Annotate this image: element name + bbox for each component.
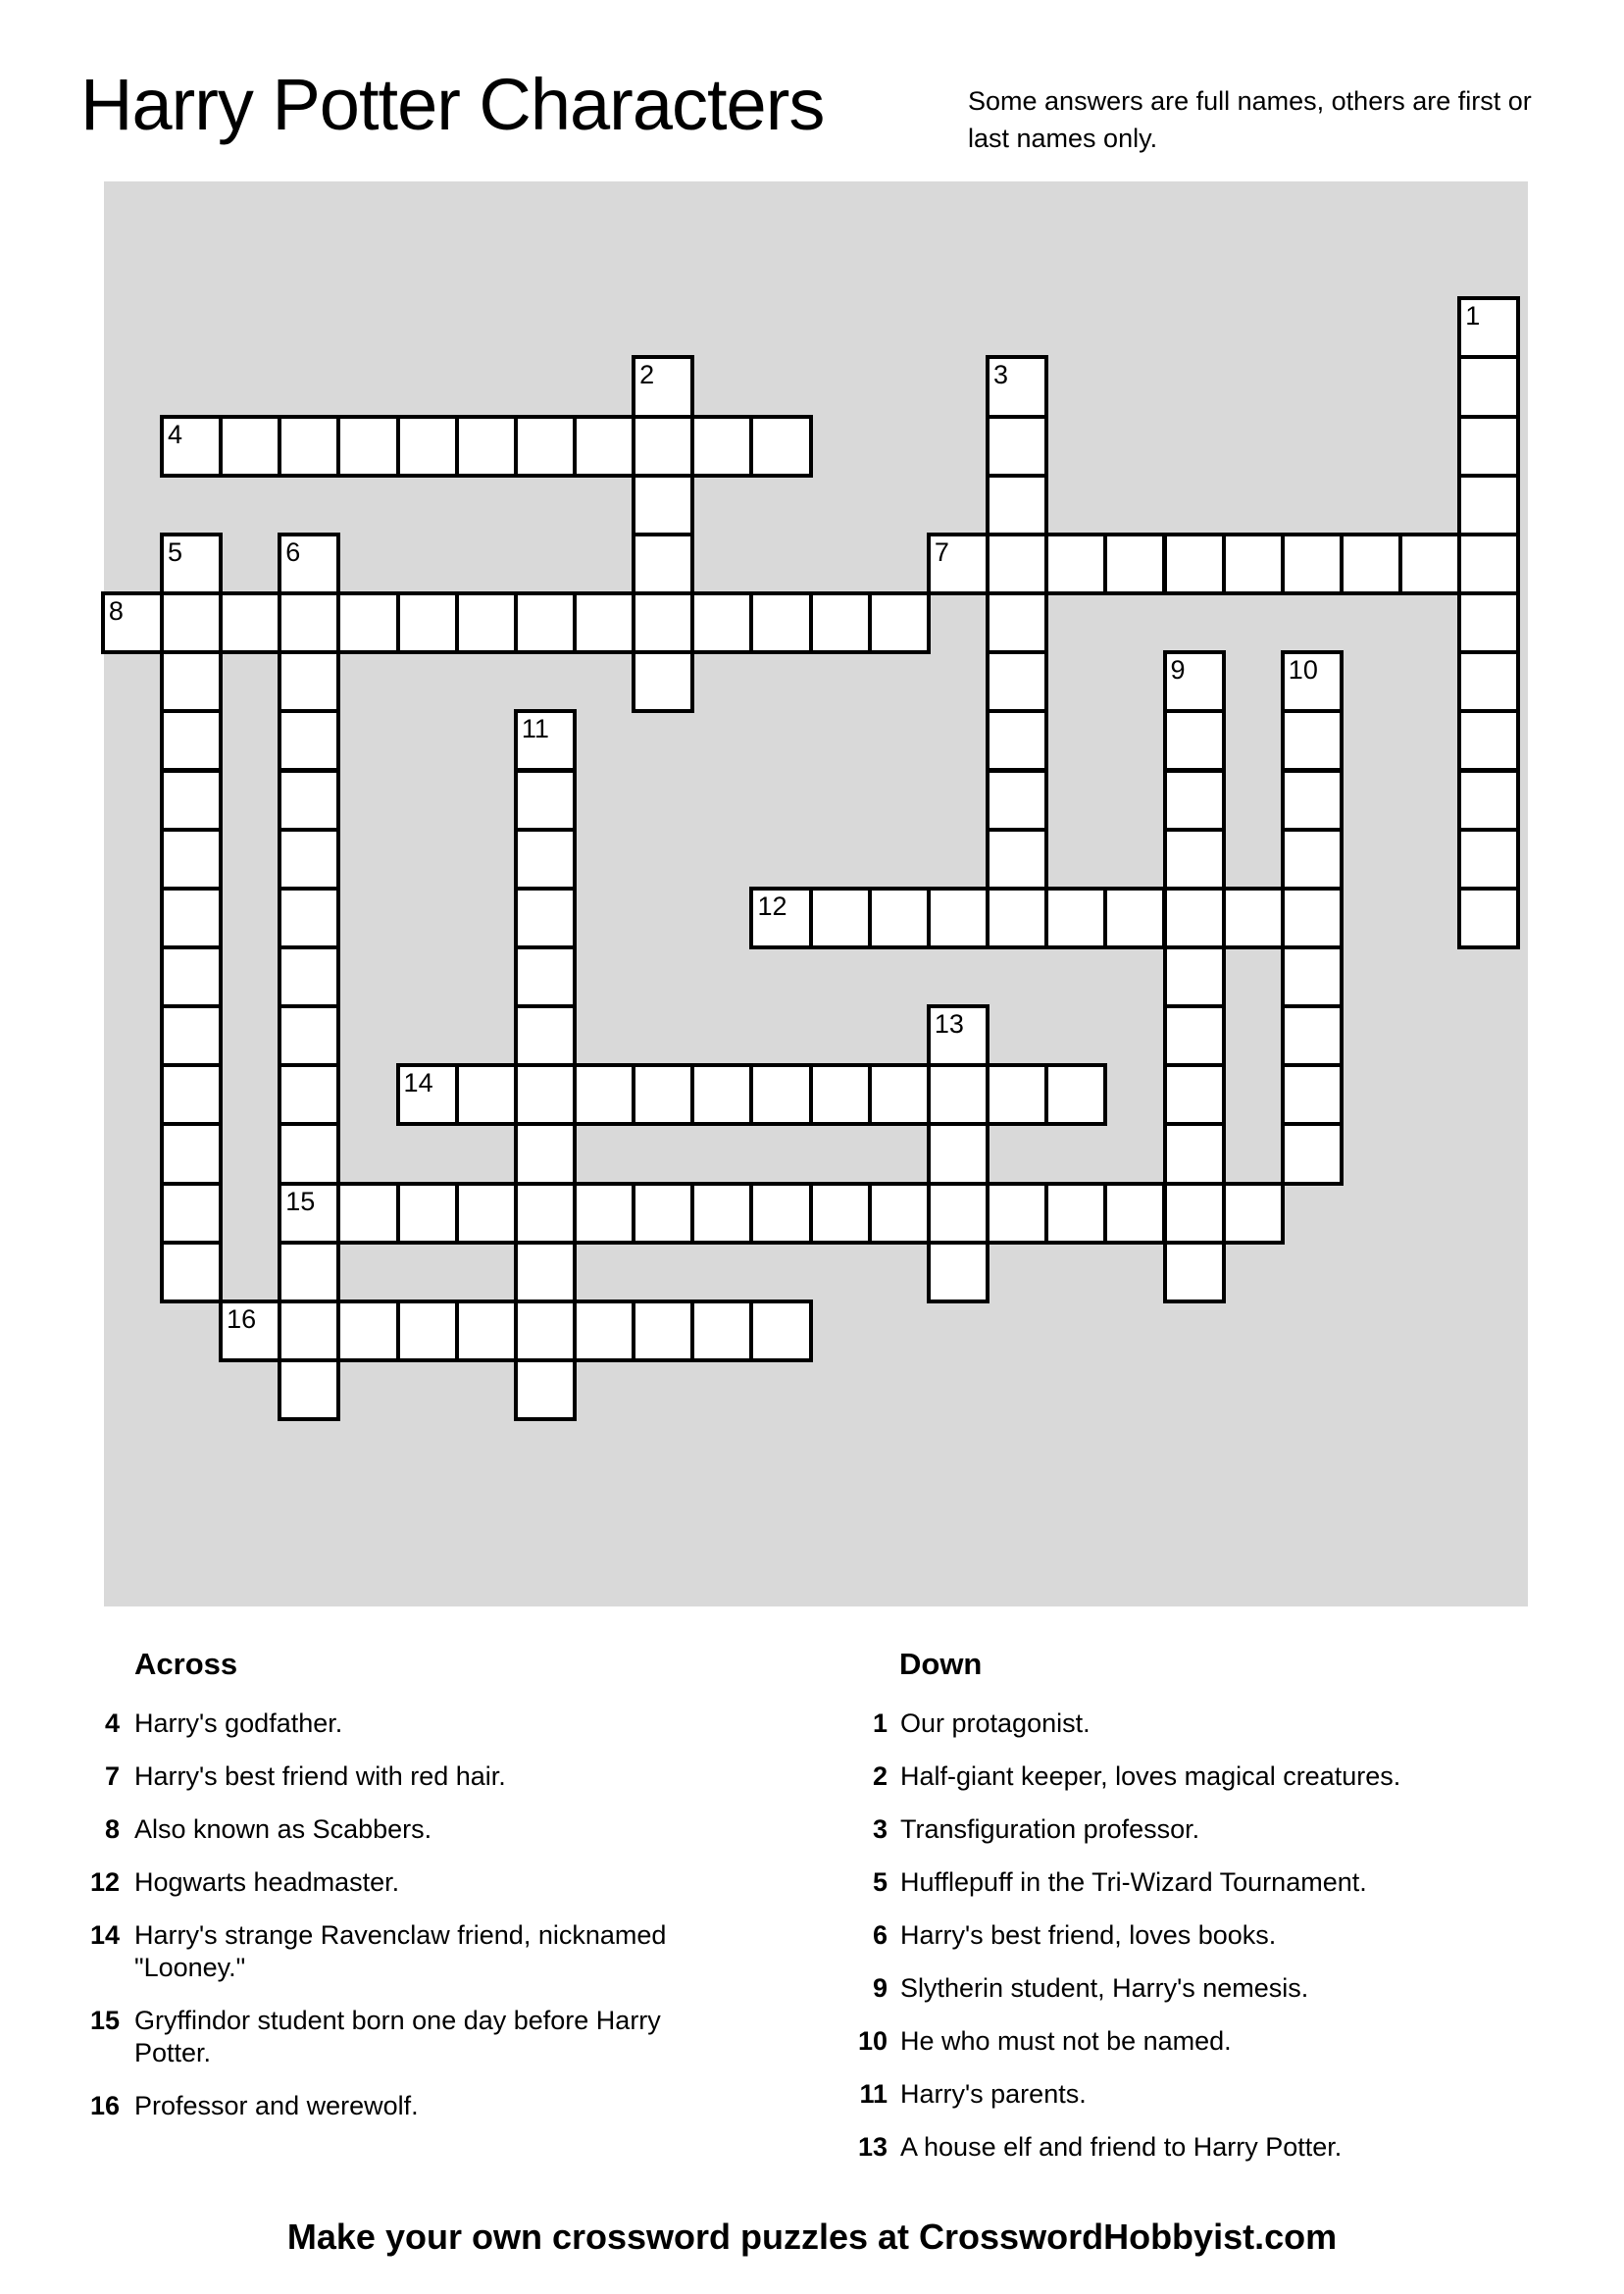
grid-cell[interactable] <box>749 1300 812 1362</box>
clue-number: 13 <box>857 2132 888 2162</box>
grid-cell[interactable] <box>160 887 223 949</box>
grid-cell[interactable] <box>573 1182 635 1245</box>
grid-cell[interactable] <box>219 591 281 654</box>
grid-cell[interactable] <box>1457 296 1520 359</box>
clue-text: Gryffindor student born one day before Harry Potter. <box>134 2006 661 2067</box>
clue-item <box>824 1708 1489 1740</box>
grid-cell[interactable] <box>278 1358 340 1421</box>
grid-cell[interactable] <box>927 1063 990 1126</box>
grid-cell[interactable] <box>986 1182 1048 1245</box>
clue-item <box>824 1919 1489 1952</box>
grid-cell[interactable] <box>1222 887 1285 949</box>
grid-cell[interactable] <box>632 533 694 595</box>
clue-number: 10 <box>857 2026 888 2056</box>
grid-cell[interactable] <box>160 1122 223 1185</box>
clue-number: 9 <box>872 1973 888 2003</box>
grid-cell[interactable] <box>986 415 1048 478</box>
grid-cell[interactable] <box>868 591 931 654</box>
grid-cell[interactable] <box>160 1004 223 1067</box>
footer-text: Make your own crossword puzzles at CrosswordHobbyist.com <box>286 2217 1338 2257</box>
grid-cell[interactable] <box>455 1182 518 1245</box>
grid-cell[interactable] <box>278 650 340 713</box>
grid-cell[interactable] <box>1163 1063 1226 1126</box>
grid-cell[interactable] <box>1457 650 1520 713</box>
clue-text: Harry's strange Ravenclaw friend, nicknamed "Looney." <box>134 1920 667 1982</box>
clue-number: 1 <box>872 1708 888 1738</box>
grid-cell[interactable] <box>1398 533 1461 595</box>
grid-cell[interactable] <box>690 1182 753 1245</box>
grid-cell[interactable] <box>986 650 1048 713</box>
grid-cell[interactable] <box>1340 533 1402 595</box>
grid-cell[interactable] <box>1044 1063 1107 1126</box>
grid-cell[interactable] <box>336 591 399 654</box>
grid-cell[interactable] <box>749 591 812 654</box>
grid-cell[interactable] <box>396 415 459 478</box>
grid-cell[interactable] <box>573 415 635 478</box>
grid-cell[interactable] <box>927 1122 990 1185</box>
grid-cell[interactable] <box>690 415 753 478</box>
grid-cell[interactable] <box>1163 1122 1226 1185</box>
grid-cell[interactable] <box>514 1241 577 1303</box>
clue-number: 6 <box>872 1920 888 1950</box>
grid-cell[interactable] <box>1281 769 1344 832</box>
grid-cell[interactable] <box>1044 887 1107 949</box>
cell-number: 3 <box>993 360 1009 390</box>
grid-cell[interactable] <box>514 415 577 478</box>
grid-cell[interactable] <box>1457 887 1520 949</box>
clue-item <box>59 1919 733 1984</box>
grid-cell[interactable] <box>1163 828 1226 891</box>
grid-cell[interactable] <box>986 887 1048 949</box>
clue-item <box>824 2025 1489 2058</box>
clue-text: A house elf and friend to Harry Potter. <box>900 2132 1343 2162</box>
cell-number: 7 <box>934 536 949 567</box>
grid-cell[interactable] <box>632 1063 694 1126</box>
grid-cell[interactable] <box>1281 887 1344 949</box>
grid-cell[interactable] <box>1103 533 1166 595</box>
grid-cell[interactable] <box>278 1241 340 1303</box>
down-clue-list <box>824 1708 1489 2184</box>
cell-number: 14 <box>403 1068 433 1098</box>
down-header: Down <box>899 1647 983 1681</box>
grid-cell[interactable] <box>632 355 694 418</box>
grid-cell[interactable] <box>514 591 577 654</box>
clue-item <box>824 1972 1489 2005</box>
clue-item <box>59 1708 733 1740</box>
grid-cell[interactable] <box>514 945 577 1008</box>
grid-cell[interactable] <box>455 1063 518 1126</box>
clue-text: Harry's parents. <box>900 2079 1087 2109</box>
grid-cell[interactable] <box>986 828 1048 891</box>
page-subtitle: Some answers are full names, others are first or last names only. <box>968 86 1532 153</box>
clue-item <box>824 2078 1489 2111</box>
grid-cell[interactable] <box>101 591 164 654</box>
grid-cell[interactable] <box>160 1241 223 1303</box>
grid-cell[interactable] <box>1457 355 1520 418</box>
grid-cell[interactable] <box>1163 1182 1226 1245</box>
grid-cell[interactable] <box>749 415 812 478</box>
clue-item <box>59 1866 733 1899</box>
grid-cell[interactable] <box>1457 828 1520 891</box>
grid-cell[interactable] <box>1163 1004 1226 1067</box>
grid-cell[interactable] <box>336 415 399 478</box>
across-header: Across <box>134 1647 238 1681</box>
grid-cell[interactable] <box>986 769 1048 832</box>
grid-cell[interactable] <box>868 1182 931 1245</box>
grid-cell[interactable] <box>986 355 1048 418</box>
grid-cell[interactable] <box>514 1358 577 1421</box>
grid-cell[interactable] <box>514 1063 577 1126</box>
grid-cell[interactable] <box>336 1300 399 1362</box>
cell-number: 16 <box>227 1303 257 1334</box>
clue-number: 11 <box>859 2079 888 2109</box>
grid-cell[interactable] <box>749 887 812 949</box>
cell-number: 1 <box>1465 301 1481 331</box>
grid-cell[interactable] <box>160 828 223 891</box>
grid-cell[interactable] <box>455 415 518 478</box>
clue-text: Slytherin student, Harry's nemesis. <box>900 1973 1309 2003</box>
grid-cell[interactable] <box>927 1182 990 1245</box>
grid-cell[interactable] <box>396 1300 459 1362</box>
grid-cell[interactable] <box>1163 533 1226 595</box>
cell-number: 5 <box>167 536 182 567</box>
grid-cell[interactable] <box>1281 945 1344 1008</box>
grid-cell[interactable] <box>160 945 223 1008</box>
grid-cell[interactable] <box>1103 887 1166 949</box>
grid-cell[interactable] <box>1457 533 1520 595</box>
grid-cell[interactable] <box>986 1063 1048 1126</box>
grid-cell[interactable] <box>396 1182 459 1245</box>
grid-cell[interactable] <box>455 591 518 654</box>
grid-cell[interactable] <box>160 591 223 654</box>
grid-cell[interactable] <box>690 591 753 654</box>
clue-text: Harry's best friend, loves books. <box>900 1920 1277 1950</box>
clue-item <box>59 2005 733 2069</box>
grid-cell[interactable] <box>632 591 694 654</box>
grid-cell[interactable] <box>632 474 694 536</box>
grid-cell[interactable] <box>278 591 340 654</box>
grid-cell[interactable] <box>514 709 577 772</box>
grid-cell[interactable] <box>868 1063 931 1126</box>
grid-cell[interactable] <box>927 1004 990 1067</box>
grid-cell[interactable] <box>160 533 223 595</box>
clue-number: 4 <box>104 1708 120 1738</box>
grid-cell[interactable] <box>809 591 872 654</box>
cell-number: 8 <box>108 596 124 627</box>
clue-item <box>824 1760 1489 1793</box>
grid-cell[interactable] <box>1044 533 1107 595</box>
clue-text: Harry's godfather. <box>134 1708 343 1738</box>
grid-cell[interactable] <box>1457 415 1520 478</box>
across-clue-list <box>59 1708 733 2143</box>
grid-cell[interactable] <box>278 828 340 891</box>
cell-number: 2 <box>639 360 655 390</box>
grid-cell[interactable] <box>160 650 223 713</box>
grid-cell[interactable] <box>278 709 340 772</box>
grid-cell[interactable] <box>573 1300 635 1362</box>
grid-cell[interactable] <box>219 1300 281 1362</box>
cell-number: 13 <box>934 1009 964 1040</box>
clue-text: Hogwarts headmaster. <box>134 1867 400 1897</box>
grid-cell[interactable] <box>986 591 1048 654</box>
cell-number: 11 <box>521 714 549 744</box>
grid-cell[interactable] <box>160 415 223 478</box>
clue-item <box>59 1813 733 1846</box>
clue-item <box>59 1760 733 1793</box>
grid-cell[interactable] <box>219 415 281 478</box>
grid-cell[interactable] <box>396 591 459 654</box>
clue-number: 15 <box>89 2006 120 2035</box>
grid-cell[interactable] <box>514 1182 577 1245</box>
grid-cell[interactable] <box>927 887 990 949</box>
clue-item <box>824 2131 1489 2164</box>
grid-cell[interactable] <box>514 769 577 832</box>
clue-number: 3 <box>872 1814 888 1844</box>
puzzle-canvas <box>104 181 1528 1606</box>
clue-number: 2 <box>872 1761 888 1791</box>
grid-cell[interactable] <box>986 533 1048 595</box>
grid-cell[interactable] <box>690 1300 753 1362</box>
grid-cell[interactable] <box>514 1004 577 1067</box>
grid-cell[interactable] <box>1163 769 1226 832</box>
grid-cell[interactable] <box>278 945 340 1008</box>
clue-text: Hufflepuff in the Tri-Wizard Tournament. <box>900 1867 1367 1897</box>
grid-cell[interactable] <box>514 887 577 949</box>
clue-number: 5 <box>872 1867 888 1897</box>
grid-cell[interactable] <box>1103 1182 1166 1245</box>
grid-cell[interactable] <box>632 415 694 478</box>
clue-number: 12 <box>89 1867 120 1897</box>
grid-cell[interactable] <box>514 1122 577 1185</box>
grid-cell[interactable] <box>1281 1004 1344 1067</box>
grid-cell[interactable] <box>1457 769 1520 832</box>
grid-cell[interactable] <box>160 709 223 772</box>
grid-cell[interactable] <box>1281 828 1344 891</box>
clue-text: He who must not be named. <box>900 2026 1232 2056</box>
cell-number: 4 <box>167 419 182 449</box>
grid-cell[interactable] <box>809 1182 872 1245</box>
grid-cell[interactable] <box>1163 650 1226 713</box>
clue-text: Harry's best friend with red hair. <box>134 1761 506 1791</box>
clue-text: Transfiguration professor. <box>900 1814 1200 1844</box>
grid-cell[interactable] <box>396 1063 459 1126</box>
grid-cell[interactable] <box>278 1300 340 1362</box>
grid-cell[interactable] <box>573 591 635 654</box>
grid-cell[interactable] <box>278 887 340 949</box>
clue-number: 7 <box>104 1761 120 1791</box>
grid-cell[interactable] <box>632 650 694 713</box>
grid-cell[interactable] <box>632 1300 694 1362</box>
grid-cell[interactable] <box>1163 709 1226 772</box>
grid-cell[interactable] <box>1281 1122 1344 1185</box>
cell-number: 12 <box>757 891 787 921</box>
grid-cell[interactable] <box>690 1063 753 1126</box>
grid-cell[interactable] <box>1163 887 1226 949</box>
grid-cell[interactable] <box>1281 533 1344 595</box>
grid-cell[interactable] <box>986 709 1048 772</box>
grid-cell[interactable] <box>336 1182 399 1245</box>
grid-cell[interactable] <box>927 1241 990 1303</box>
grid-cell[interactable] <box>927 533 990 595</box>
grid-cell[interactable] <box>1281 709 1344 772</box>
cell-number: 6 <box>285 536 301 567</box>
grid-cell[interactable] <box>278 1004 340 1067</box>
clue-text: Also known as Scabbers. <box>134 1814 432 1844</box>
grid-cell[interactable] <box>1163 1241 1226 1303</box>
cell-number: 15 <box>285 1186 316 1216</box>
grid-cell[interactable] <box>749 1063 812 1126</box>
grid-cell[interactable] <box>868 887 931 949</box>
clue-number: 8 <box>104 1814 120 1844</box>
grid-cell[interactable] <box>1222 1182 1285 1245</box>
clue-item <box>824 1866 1489 1899</box>
clue-item <box>59 2090 733 2122</box>
grid-cell[interactable] <box>1163 945 1226 1008</box>
grid-cell[interactable] <box>573 1063 635 1126</box>
grid-cell[interactable] <box>632 1182 694 1245</box>
page-title: Harry Potter Characters <box>80 64 825 145</box>
clue-item <box>824 1813 1489 1846</box>
grid-cell[interactable] <box>809 1063 872 1126</box>
grid-cell[interactable] <box>1044 1182 1107 1245</box>
grid-cell[interactable] <box>278 415 340 478</box>
grid-cell[interactable] <box>1281 650 1344 713</box>
grid-cell[interactable] <box>278 533 340 595</box>
grid-cell[interactable] <box>160 1063 223 1126</box>
clue-text: Professor and werewolf. <box>134 2091 419 2120</box>
clue-text: Half-giant keeper, loves magical creatures. <box>900 1761 1401 1791</box>
grid-cell[interactable] <box>278 1182 340 1245</box>
grid-cell[interactable] <box>1222 533 1285 595</box>
grid-cell[interactable] <box>278 1122 340 1185</box>
grid-cell[interactable] <box>809 887 872 949</box>
grid-cell[interactable] <box>1457 474 1520 536</box>
cell-number: 9 <box>1170 655 1186 686</box>
grid-cell[interactable] <box>160 769 223 832</box>
grid-cell[interactable] <box>986 474 1048 536</box>
clue-number: 14 <box>89 1920 120 1950</box>
grid-cell[interactable] <box>514 1300 577 1362</box>
grid-cell[interactable] <box>278 769 340 832</box>
grid-cell[interactable] <box>160 1182 223 1245</box>
grid-cell[interactable] <box>1457 709 1520 772</box>
grid-cell[interactable] <box>455 1300 518 1362</box>
clue-number: 16 <box>89 2091 120 2120</box>
grid-cell[interactable] <box>514 828 577 891</box>
cell-number: 10 <box>1288 655 1318 686</box>
grid-cell[interactable] <box>1281 1063 1344 1126</box>
clue-text: Our protagonist. <box>900 1708 1091 1738</box>
grid-cell[interactable] <box>749 1182 812 1245</box>
grid-cell[interactable] <box>278 1063 340 1126</box>
grid-cell[interactable] <box>1457 591 1520 654</box>
